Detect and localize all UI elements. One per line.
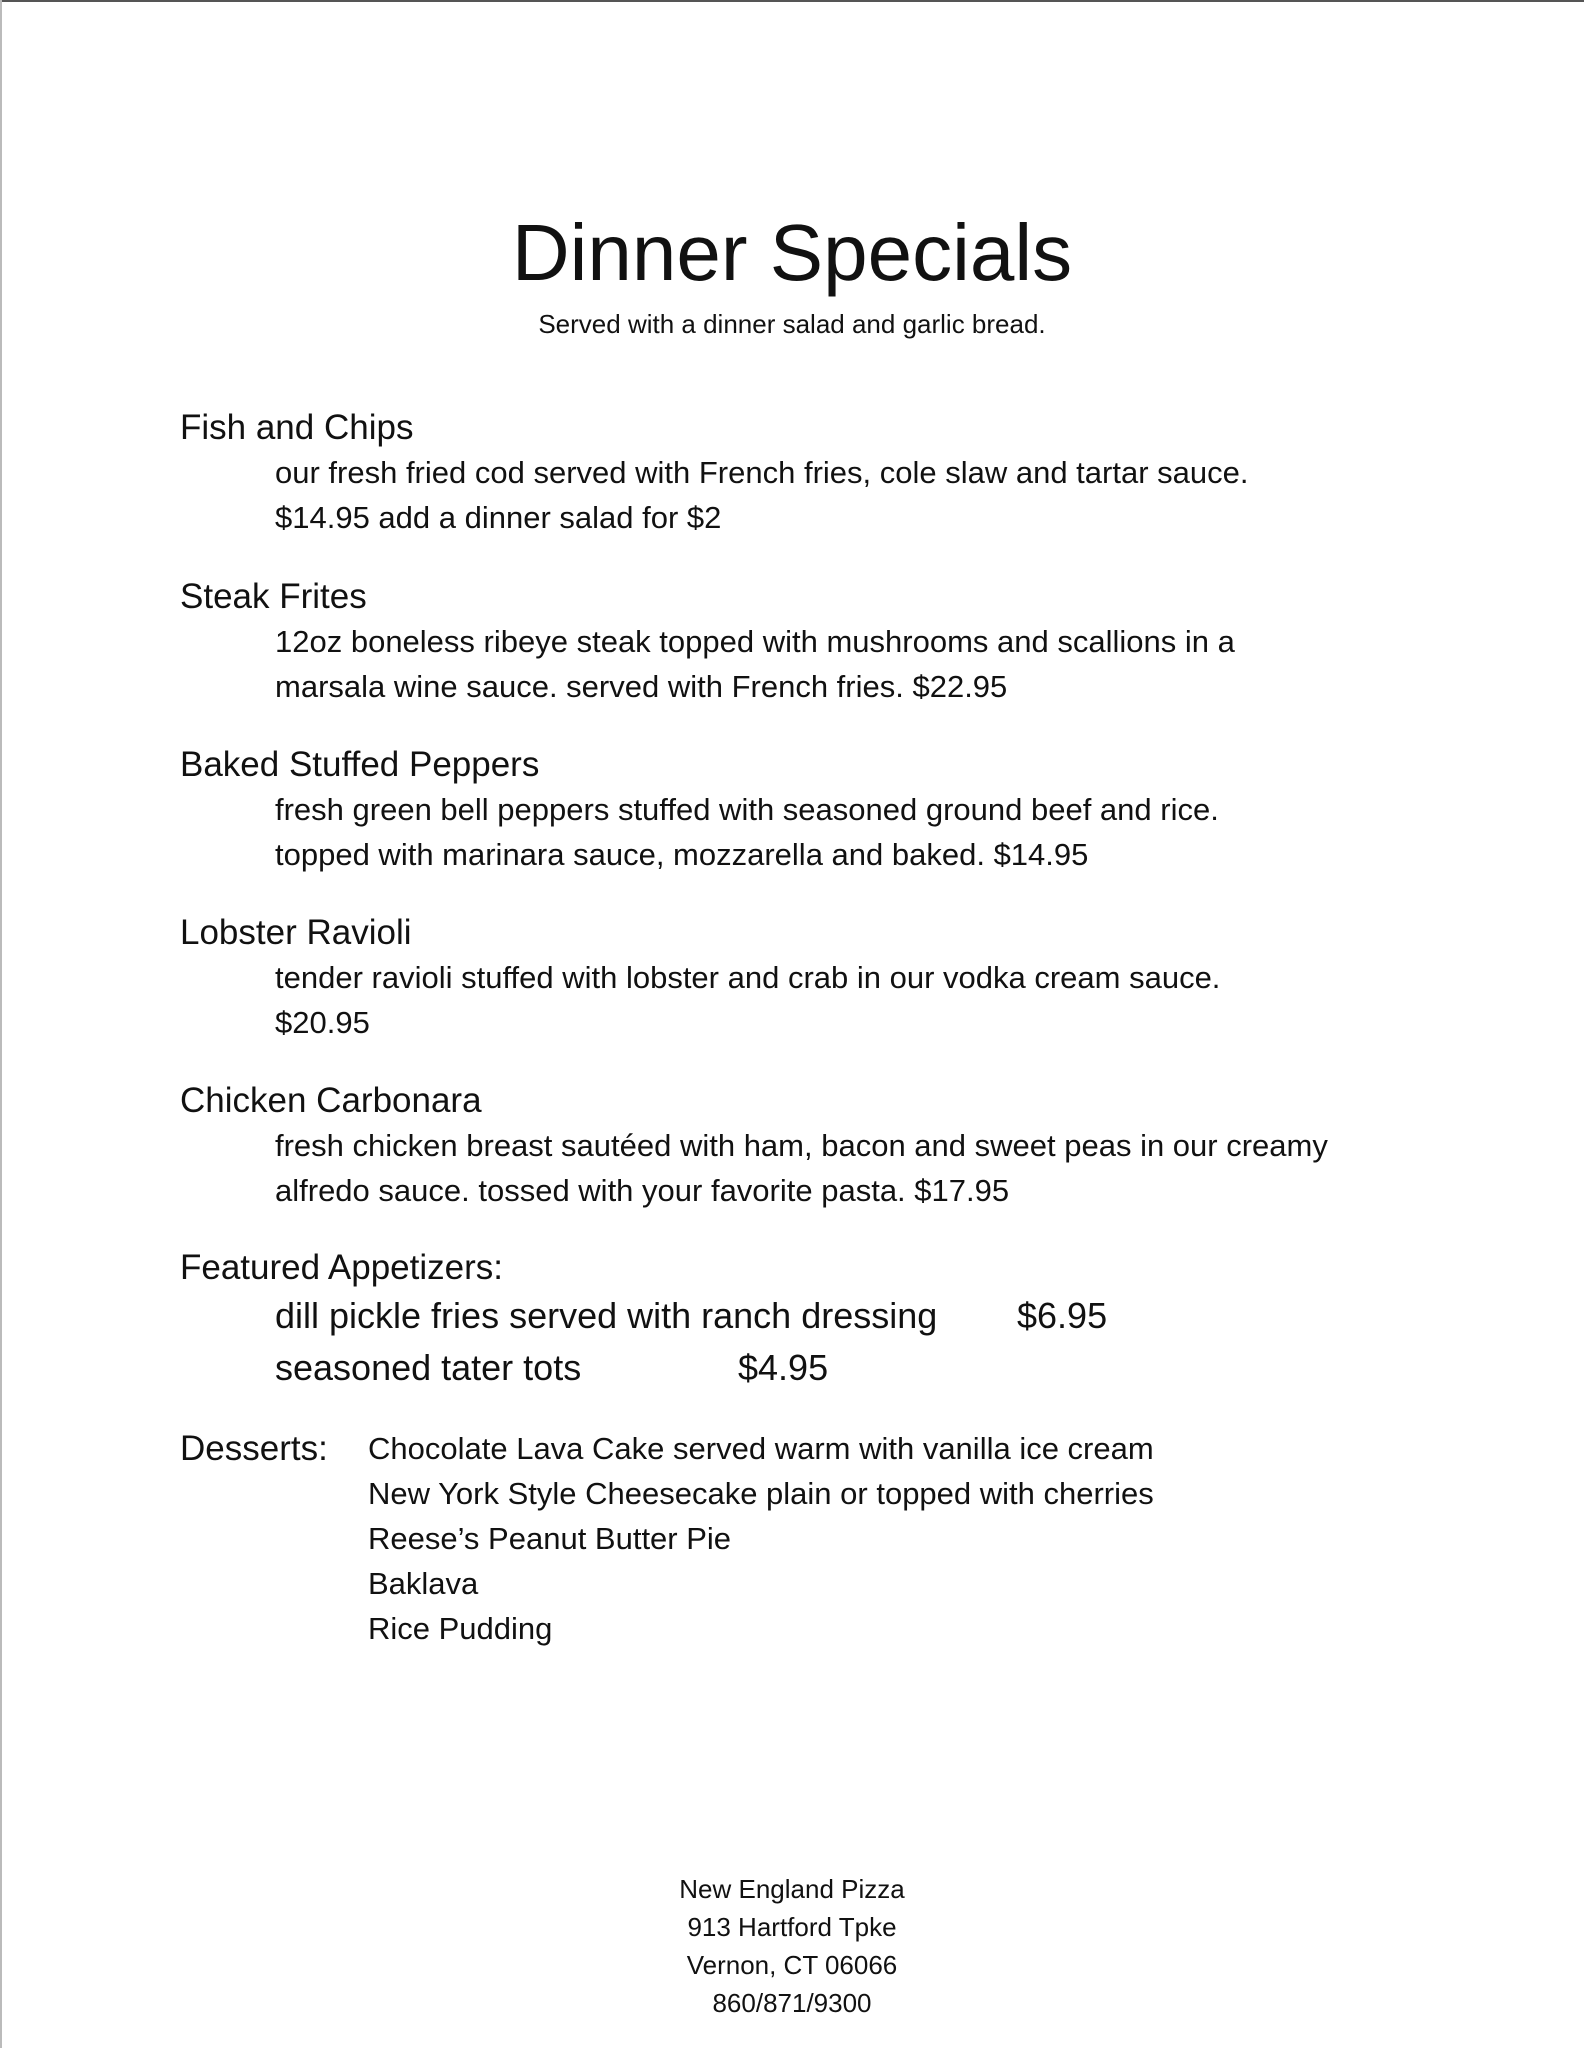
special-name: Fish and Chips xyxy=(180,408,414,447)
desserts-label: Desserts: xyxy=(180,1429,328,1468)
special-description-line: $20.95 xyxy=(275,1005,370,1040)
dessert-item xyxy=(368,1606,1154,1651)
restaurant-name: New England Pizza xyxy=(679,1874,905,1904)
special-description xyxy=(275,450,1480,540)
dessert-name: Chocolate Lava Cake xyxy=(368,1431,665,1466)
appetizer-price: $6.95 xyxy=(1017,1295,1108,1336)
dessert-item xyxy=(368,1426,1154,1471)
special-description-line: fresh green bell peppers stuffed with seasoned ground beef and rice. xyxy=(275,792,1219,827)
special-name: Chicken Carbonara xyxy=(180,1081,482,1120)
special-baked-stuffed-peppers xyxy=(180,743,1480,877)
dessert-item xyxy=(368,1516,1154,1561)
restaurant-city: Vernon, CT 06066 xyxy=(686,1950,898,1980)
appetizer-price: $4.95 xyxy=(738,1347,829,1388)
appetizer-item xyxy=(180,1342,1480,1394)
special-description-line: alfredo sauce. tossed with your favorite pasta. $17.95 xyxy=(275,1173,1010,1208)
appetizer-name: dill pickle fries served with ranch dressing xyxy=(275,1295,938,1336)
special-description-line: our fresh fried cod served with French fries, cole slaw and tartar sauce. xyxy=(275,455,1249,490)
appetizer-name: seasoned tater tots xyxy=(275,1347,582,1388)
dessert-name: Baklava xyxy=(368,1566,479,1601)
appetizers-heading: Featured Appetizers: xyxy=(180,1248,503,1287)
dessert-detail: served warm with vanilla ice cream xyxy=(664,1431,1154,1466)
special-description-line: 12oz boneless ribeye steak topped with mushrooms and scallions in a xyxy=(275,624,1235,659)
special-lobster-ravioli xyxy=(180,911,1480,1045)
top-border xyxy=(0,0,1584,2)
special-description xyxy=(275,619,1480,709)
page-subtitle: Served with a dinner salad and garlic bread. xyxy=(538,309,1046,339)
restaurant-phone: 860/871/9300 xyxy=(712,1988,872,2018)
special-fish-and-chips xyxy=(180,406,1480,540)
special-chicken-carbonara xyxy=(180,1079,1480,1213)
dessert-name: New York Style Cheesecake xyxy=(368,1476,758,1511)
special-description xyxy=(275,1123,1480,1213)
dessert-name: Reese’s Peanut Butter Pie xyxy=(368,1521,732,1556)
special-description-line: $14.95 add a dinner salad for $2 xyxy=(275,500,722,535)
dessert-detail: plain or topped with cherries xyxy=(757,1476,1154,1511)
dessert-item xyxy=(368,1471,1154,1516)
special-description xyxy=(275,787,1480,877)
special-description xyxy=(275,955,1480,1045)
restaurant-contact xyxy=(0,1870,1584,2022)
special-name: Steak Frites xyxy=(180,577,367,616)
special-description-line: fresh chicken breast sautéed with ham, bacon and sweet peas in our creamy xyxy=(275,1128,1328,1163)
special-name: Baked Stuffed Peppers xyxy=(180,745,540,784)
restaurant-street: 913 Hartford Tpke xyxy=(687,1912,897,1942)
appetizer-item xyxy=(180,1290,1480,1342)
dessert-item xyxy=(368,1561,1154,1606)
special-description-line: topped with marinara sauce, mozzarella and baked. $14.95 xyxy=(275,837,1089,872)
page-title: Dinner Specials xyxy=(511,208,1073,297)
featured-appetizers xyxy=(180,1246,1480,1394)
special-name: Lobster Ravioli xyxy=(180,913,412,952)
special-steak-frites xyxy=(180,575,1480,709)
special-description-line: marsala wine sauce. served with French fries. $22.95 xyxy=(275,669,1008,704)
dessert-list xyxy=(368,1426,1154,1651)
dessert-name: Rice Pudding xyxy=(368,1611,553,1646)
special-description-line: tender ravioli stuffed with lobster and crab in our vodka cream sauce. xyxy=(275,960,1221,995)
